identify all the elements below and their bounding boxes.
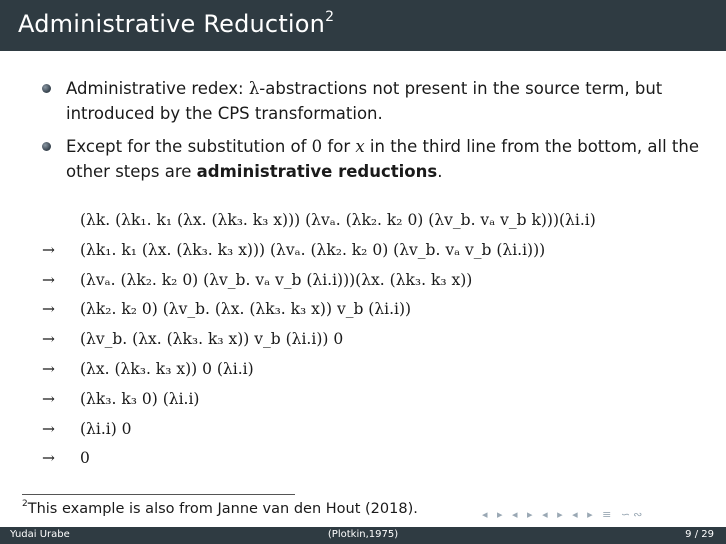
derivation-step: (λk. (λk₁. k₁ (λx. (λk₃. k₃ x))) (λvₐ. (λk₂. k₂ 0) (λv_b. vₐ v_b k)))(λi.i) xyxy=(80,211,596,229)
slide-title-bar xyxy=(0,0,726,51)
footnote-divider xyxy=(22,494,295,495)
footer-page-number: 9 / 29 xyxy=(685,529,714,540)
derivation-step: → (λv_b. (λx. (λk₃. k₃ x)) v_b (λi.i)) 0 xyxy=(40,325,720,355)
reduction-arrow: → xyxy=(42,300,55,319)
derivation-step: → (λi.i) 0 xyxy=(40,415,720,445)
bullet-dot-icon xyxy=(42,142,51,151)
footer-author: Yudai Urabe xyxy=(10,529,70,540)
reduction-derivation xyxy=(40,206,720,474)
footer-reference: (Plotkin,1975) xyxy=(327,529,399,540)
beamer-navigation-icons[interactable]: ◂ ▸ ◂ ▸ ◂ ▸ ◂ ▸ ≡ ∽∾ xyxy=(482,508,646,521)
bullet-item-administrative-reductions: Except for the substitution of 0 for x in the third line from the bottom, all the other steps are administrative reductions. xyxy=(40,134,700,184)
reduction-arrow: → xyxy=(42,270,55,289)
title-footnote-mark: 2 xyxy=(325,9,335,25)
bullet-dot-icon xyxy=(42,84,51,93)
derivation-step: → (λk₂. k₂ 0) (λv_b. (λx. (λk₃. k₃ x)) v_b (λi.i)) xyxy=(40,295,720,325)
reduction-arrow: → xyxy=(42,389,55,408)
derivation-step: → (λk₃. k₃ 0) (λi.i) xyxy=(40,385,720,415)
derivation-step: → (λk₁. k₁ (λx. (λk₃. k₃ x))) (λvₐ. (λk₂. k₂ 0) (λv_b. vₐ v_b (λi.i))) xyxy=(40,236,720,266)
slide-footer xyxy=(0,527,726,544)
reduction-arrow: → xyxy=(42,359,55,378)
footnote: $^2$This example is also from Janne van den Hout (2018). xyxy=(22,499,418,517)
reduction-arrow: → xyxy=(42,419,55,438)
reduction-arrow: → xyxy=(42,240,55,259)
reduction-arrow: → xyxy=(42,449,55,468)
slide-title: Administrative Reduction$^2$ xyxy=(18,9,335,38)
derivation-step: → (λx. (λk₃. k₃ x)) 0 (λi.i) xyxy=(40,355,720,385)
reduction-arrow: → xyxy=(42,330,55,349)
derivation-step: → (λvₐ. (λk₂. k₂ 0) (λv_b. vₐ v_b (λi.i)))(λx. (λk₃. k₃ x)) xyxy=(40,266,720,296)
bullet-item-administrative-redex: Administrative redex: λ-abstractions not present in the source term, but introduced by the CPS transformation. xyxy=(40,76,700,126)
derivation-step: → 0 xyxy=(40,444,720,474)
bullet-list xyxy=(40,76,700,192)
